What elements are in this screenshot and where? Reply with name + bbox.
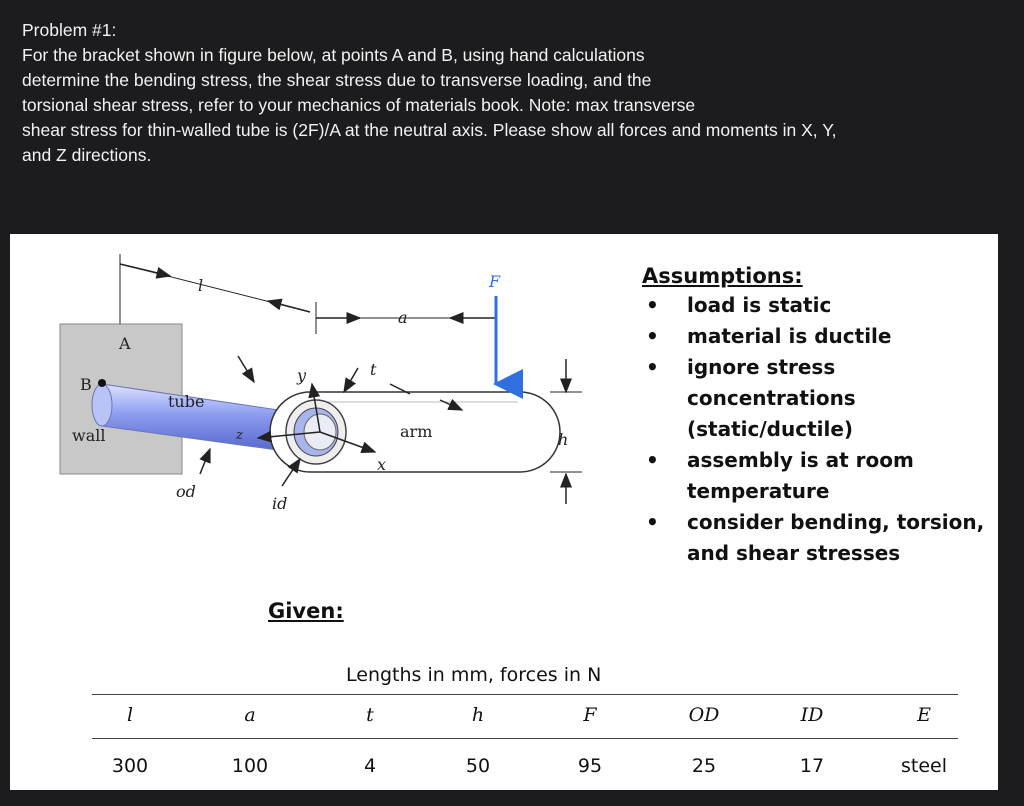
value-a: 100 xyxy=(231,755,269,777)
label-y: y xyxy=(297,366,307,385)
assumption-item: • ignore stress concentrations (static/ductile) xyxy=(646,355,856,441)
problem-line-5: and Z directions. xyxy=(22,145,152,165)
label-z: z xyxy=(236,428,243,443)
value-od: 25 xyxy=(691,755,717,777)
label-B: B xyxy=(80,375,92,394)
assumption-item: • material is ductile xyxy=(646,324,892,348)
problem-statement xyxy=(22,18,1012,168)
given-title: Given: xyxy=(268,599,344,623)
label-x: x xyxy=(377,455,387,474)
label-h: h xyxy=(558,430,569,449)
bracket-diagram xyxy=(10,234,630,554)
problem-line-4: shear stress for thin-walled tube is (2F)/A at the neutral axis. Please show all forces and moments in X, Y, xyxy=(22,120,837,140)
header-id: ID xyxy=(800,704,824,726)
problem-title: Problem #1: xyxy=(22,20,117,40)
problem-line-3: torsional shear stress, refer to your mechanics of materials book. Note: max transverse xyxy=(22,95,696,115)
units-note: Lengths in mm, forces in N xyxy=(346,664,602,686)
tube-end-wall xyxy=(92,384,112,426)
header-t: t xyxy=(366,704,374,726)
label-F: F xyxy=(489,272,501,291)
label-od: od xyxy=(176,482,196,501)
label-a: a xyxy=(398,308,408,327)
figure-panel xyxy=(10,234,998,790)
value-e: steel xyxy=(900,755,947,777)
problem-line-1: For the bracket shown in figure below, at points A and B, using hand calculations xyxy=(22,45,645,65)
label-t: t xyxy=(370,360,377,379)
assumption-item: • assembly is at room temperature xyxy=(646,448,914,503)
value-t: 4 xyxy=(363,755,377,777)
assumptions-title: Assumptions: xyxy=(642,264,803,288)
label-arm: arm xyxy=(400,422,433,441)
problem-line-2: determine the bending stress, the shear stress due to transverse loading, and the xyxy=(22,70,652,90)
label-A: A xyxy=(119,334,131,353)
label-tube: tube xyxy=(168,392,205,411)
header-h: h xyxy=(471,704,485,726)
assumptions-box xyxy=(642,264,992,569)
header-l: l xyxy=(126,704,134,726)
assumption-item: • load is static xyxy=(646,293,832,317)
assumptions-list xyxy=(642,290,992,569)
header-e: E xyxy=(917,704,931,726)
value-h: 50 xyxy=(465,755,491,777)
header-F: F xyxy=(583,704,597,726)
value-id: 17 xyxy=(799,755,825,777)
header-od: OD xyxy=(688,704,720,726)
point-b-marker xyxy=(98,379,106,387)
assumption-item: • consider bending, torsion, and shear stresses xyxy=(646,510,985,565)
header-a: a xyxy=(244,704,256,726)
label-wall: wall xyxy=(72,426,106,445)
value-F: 95 xyxy=(577,755,603,777)
label-id: id xyxy=(272,494,288,513)
label-l: l xyxy=(198,276,204,295)
value-l: 300 xyxy=(111,755,149,777)
